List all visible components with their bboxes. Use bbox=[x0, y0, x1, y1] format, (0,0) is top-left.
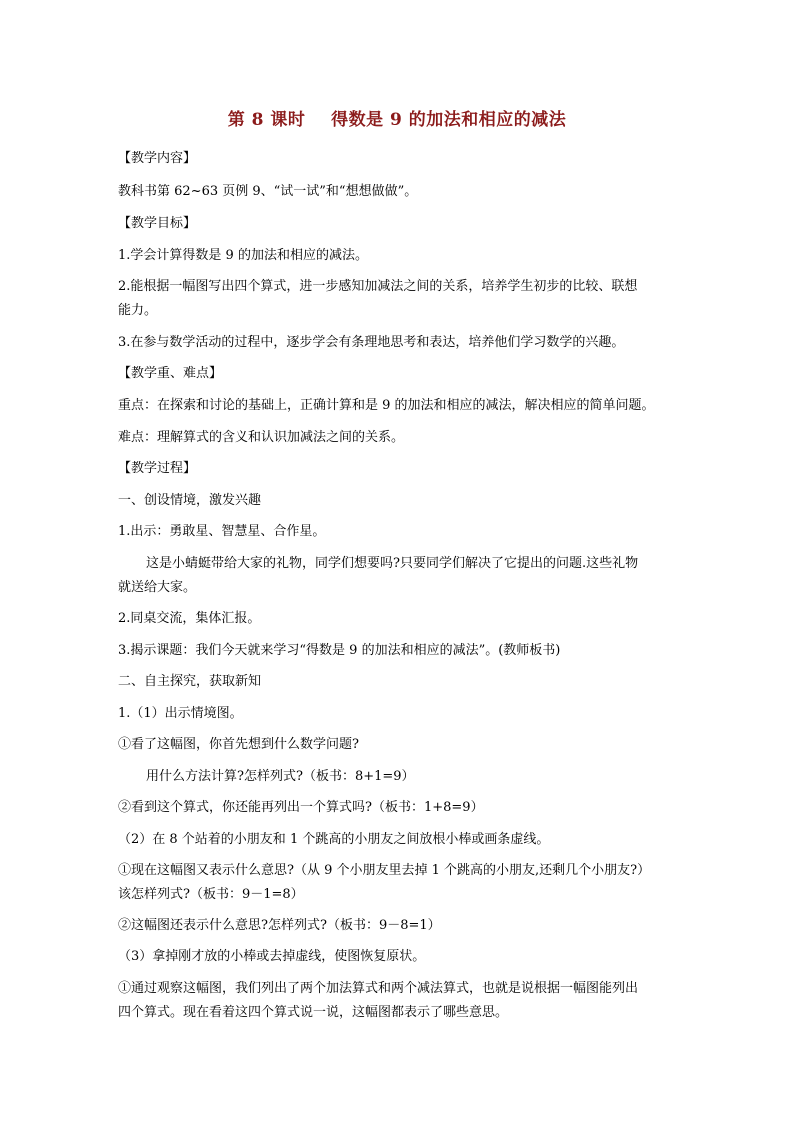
question-1: ①看了这幅图，你首先想到什么数学问题? bbox=[118, 737, 359, 752]
part-2-heading: 二、自主探究，获取新知 bbox=[118, 674, 262, 689]
question-3: ①现在这幅图又表示什么意思?（从 9 个小朋友里去掉 1 个跳高的小朋友,还剩几个小朋友?） bbox=[118, 863, 651, 878]
goal-2: 2.能根据一幅图写出四个算式，进一步感知加减法之间的关系，培养学生初步的比较、联想 bbox=[118, 279, 638, 294]
step-1-paragraph: 这是小蜻蜓带给大家的礼物，同学们想要吗?只要同学们解决了它提出的问题.这些礼物 bbox=[146, 556, 639, 571]
observation-continued: 四个算式。现在看着这四个算式说一说，这幅图都表示了哪些意思。 bbox=[118, 1005, 509, 1020]
content-text: 教科书第 62~63 页例 9、“试一试”和“想想做做”。 bbox=[118, 184, 418, 199]
goal-3: 3.在参与数学活动的过程中，逐步学会有条理地思考和表达，培养他们学习数学的兴趣。 bbox=[118, 335, 625, 350]
sub-step-1-2: （2）在 8 个站着的小朋友和 1 个跳高的小朋友之间放根小棒或画条虚线。 bbox=[118, 832, 550, 847]
question-3-continued: 该怎样列式?（板书：9－1=8） bbox=[118, 887, 304, 902]
step-1: 1.出示：勇敢星、智慧星、合作星。 bbox=[118, 524, 326, 539]
step-3: 3.揭示课题：我们今天就来学习“得数是 9 的加法和相应的减法”。(教师板书) bbox=[118, 643, 561, 658]
lesson-title: 第 8 课时 得数是 9 的加法和相应的减法 bbox=[227, 110, 567, 130]
difficult-point: 难点：理解算式的含义和认识加减法之间的关系。 bbox=[118, 430, 405, 445]
goal-2-continued: 能力。 bbox=[118, 303, 158, 318]
sub-step-1-1: 1.（1）出示情境图。 bbox=[118, 706, 243, 721]
step-1-paragraph-continued: 就送给大家。 bbox=[118, 580, 197, 595]
section-heading-process: 【教学过程】 bbox=[118, 461, 197, 476]
question-2: ②看到这个算式，你还能再列出一个算式吗?（板书：1+8=9） bbox=[118, 800, 484, 815]
question-4: ②这幅图还表示什么意思?怎样列式?（板书：9－8=1） bbox=[118, 918, 441, 933]
observation: ①通过观察这幅图，我们列出了两个加法算式和两个减法算式，也就是说根据一幅图能列出 bbox=[118, 981, 639, 996]
sub-step-1-3: （3）拿掉刚才放的小棒或去掉虚线，使图恢复原状。 bbox=[118, 949, 426, 964]
goal-1: 1.学会计算得数是 9 的加法和相应的减法。 bbox=[118, 248, 368, 263]
section-heading-goals: 【教学目标】 bbox=[118, 216, 197, 231]
key-point: 重点：在探索和讨论的基础上，正确计算和是 9 的加法和相应的减法，解决相应的简单问题。 bbox=[118, 398, 655, 413]
section-heading-key-points: 【教学重、难点】 bbox=[118, 366, 223, 381]
section-heading-content: 【教学内容】 bbox=[118, 151, 197, 166]
question-1-followup: 用什么方法计算?怎样列式?（板书：8+1=9） bbox=[146, 769, 415, 784]
part-1-heading: 一、创设情境，激发兴趣 bbox=[118, 493, 262, 508]
step-2: 2.同桌交流，集体汇报。 bbox=[118, 611, 261, 626]
